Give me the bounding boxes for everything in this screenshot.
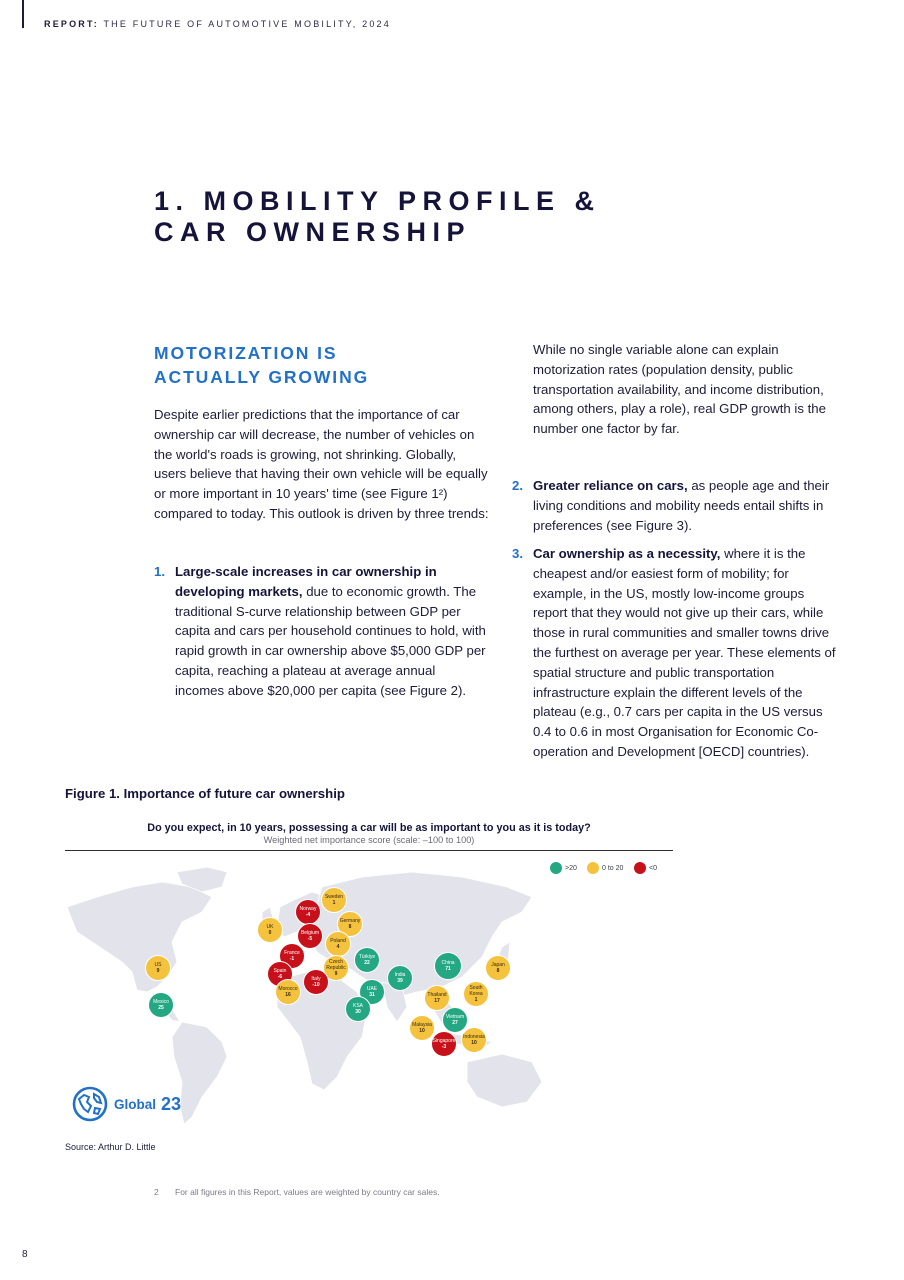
list-number: 1. [154, 564, 165, 579]
country-value: -3 [441, 1044, 447, 1050]
list-text [175, 562, 487, 701]
figure-title: Figure 1. Importance of future car ownership [65, 786, 345, 801]
country-bubble [387, 965, 413, 991]
running-header [44, 19, 391, 29]
list-lead: Car ownership as a necessity, [533, 546, 721, 561]
country-name: Indonesia [463, 1034, 485, 1040]
country-value: 25 [158, 1005, 164, 1011]
map-bubbles [62, 862, 582, 1132]
country-bubble [434, 952, 462, 980]
country-name: India [394, 972, 406, 978]
legend-label: <0 [649, 864, 657, 872]
country-name: Thailand [427, 992, 447, 998]
country-name: Czech Republic [326, 959, 346, 971]
country-value: 8 [348, 924, 352, 930]
country-bubble [345, 996, 371, 1022]
legend-swatch [587, 862, 599, 874]
section-heading-line1: MOTORIZATION IS [154, 343, 338, 363]
country-value: 4 [336, 944, 340, 950]
country-bubble [303, 969, 329, 995]
country-value: -1 [289, 956, 295, 962]
country-value: 22 [364, 960, 370, 966]
page-number: 8 [22, 1249, 28, 1260]
country-value: 17 [434, 998, 440, 1004]
country-bubble [431, 1031, 457, 1057]
list-lead: Greater reliance on cars, [533, 478, 688, 493]
figure-question: Do you expect, in 10 years, possessing a car will be as important to you as it is today? [147, 822, 591, 834]
country-bubble [461, 1027, 487, 1053]
list-lead: Large-scale increases in car ownership in developing markets, [175, 564, 437, 599]
list-number: 3. [512, 546, 523, 561]
list-text [533, 476, 838, 535]
country-value: -10 [312, 982, 320, 988]
country-value: 1 [474, 997, 478, 1003]
country-name: Italy [311, 976, 321, 982]
intro-paragraph: Despite earlier predictions that the importance of car ownership car will decrease, the number of vehicles on the world's roads is growing, not shrinking. Globally, users believe that having their own vehicle will be equally or more important in 10 years' time (see Figure 1²) compared to today. This outlook is driven by three trends: [154, 407, 489, 521]
country-name: Sweden [324, 894, 344, 900]
country-value: 9 [156, 968, 160, 974]
country-value: 1 [332, 900, 336, 906]
country-value: -6 [277, 974, 283, 980]
chapter-title-line2: CAR OWNERSHIP [154, 217, 472, 247]
country-bubble [485, 955, 511, 981]
country-value: 30 [355, 1009, 361, 1015]
country-name: Türkiye [358, 954, 376, 960]
country-bubble [295, 899, 321, 925]
list-body: due to economic growth. The traditional S-curve relationship between GDP per capita and cars per household continues to hold, with rapid growth in car ownership above $5,000 GDP per capita, reaching a plateau at average annual incomes above $20,000 per capita (see Figure 2). [175, 583, 486, 698]
country-name: KSA [352, 1003, 363, 1009]
country-name: Germany [339, 918, 361, 924]
section-heading-line2: ACTUALLY GROWING [154, 367, 370, 387]
country-name: Malaysia [412, 1022, 432, 1028]
country-name: Poland [330, 938, 346, 944]
country-value: 10 [471, 1040, 477, 1046]
country-name: UK [266, 924, 274, 930]
country-name: Spain [273, 968, 287, 974]
footnote-text: For all figures in this Report, values are weighted by country car sales. [175, 1187, 440, 1197]
country-bubble [354, 947, 380, 973]
figure-rule [65, 850, 673, 851]
country-name: Singapore [432, 1038, 456, 1044]
country-value: 16 [285, 992, 291, 998]
country-name: South Korea [469, 985, 483, 997]
country-name: Morocco [278, 986, 298, 992]
country-name: France [284, 950, 300, 956]
country-bubble [325, 931, 351, 957]
figure-source: Source: Arthur D. Little [65, 1142, 156, 1152]
country-value: 8 [496, 968, 500, 974]
list-text [533, 544, 838, 762]
list-body: where it is the cheapest and/or easiest form of mobility; for example, in the US, mostly low-income groups report that they would not give up their cars, while those in rural communities and smaller towns drive the furthest on average per year. These elements of spatial structure and public transportation infrastructure explain the different levels of the plateau (e.g., 0.7 cars per capita in the US versus 0.4 to 0.6 in most Organisation for Economic Co-operation and Development [OECD] countries). [533, 546, 836, 759]
legend-item [634, 862, 657, 874]
footnote-number: 2 [154, 1187, 159, 1197]
country-name: Japan [491, 962, 505, 968]
legend-item [587, 862, 623, 874]
country-bubble [463, 981, 489, 1007]
legend-label: 0 to 20 [602, 864, 624, 872]
country-name: UAE [366, 986, 378, 992]
country-value: 39 [397, 978, 403, 984]
country-name: China [441, 960, 455, 966]
country-name: Vietnam [445, 1014, 465, 1020]
country-bubble [442, 1007, 468, 1033]
country-value: -4 [305, 912, 311, 918]
list-body: as people age and their living conditions and mobility needs entail shifts in preferences (see Figure 3). [533, 478, 830, 533]
country-bubble [409, 1015, 435, 1041]
column2-paragraph: While no single variable alone can explain motorization rates (population density, public transportation availability, and income distribution, among others, play a role), real GDP growth is the number one factor by far. [533, 342, 826, 437]
country-bubble [321, 887, 347, 913]
country-name: Belgium [300, 930, 320, 936]
country-bubble [297, 923, 323, 949]
country-name: Norway [299, 906, 317, 912]
country-name: US [154, 962, 162, 968]
section-heading [154, 341, 369, 389]
header-label: REPORT: [44, 19, 99, 29]
country-name: Mexico [153, 999, 169, 1005]
header-title: THE FUTURE OF AUTOMOTIVE MOBILITY, 2024 [103, 19, 391, 29]
country-value: 71 [445, 966, 451, 972]
header-rule [22, 0, 24, 28]
chapter-title [154, 186, 601, 248]
list-number: 2. [512, 478, 523, 493]
country-bubble [275, 979, 301, 1005]
figure-subtitle: Weighted net importance score (scale: –100 to 100) [263, 835, 475, 845]
chapter-title-line1: 1. MOBILITY PROFILE & [154, 186, 601, 216]
country-bubble [145, 955, 171, 981]
country-bubble [148, 992, 174, 1018]
country-value: 10 [419, 1028, 425, 1034]
global-value: 23 [161, 1093, 182, 1114]
country-value: 27 [452, 1020, 458, 1026]
legend-label: >20 [565, 864, 577, 872]
country-bubble [257, 917, 283, 943]
country-value: -5 [307, 936, 313, 942]
global-label: Global [114, 1096, 157, 1112]
country-value: 31 [369, 992, 375, 998]
legend-swatch [634, 862, 646, 874]
country-value: 9 [334, 971, 338, 977]
country-bubble [424, 985, 450, 1011]
country-value: 0 [268, 930, 272, 936]
